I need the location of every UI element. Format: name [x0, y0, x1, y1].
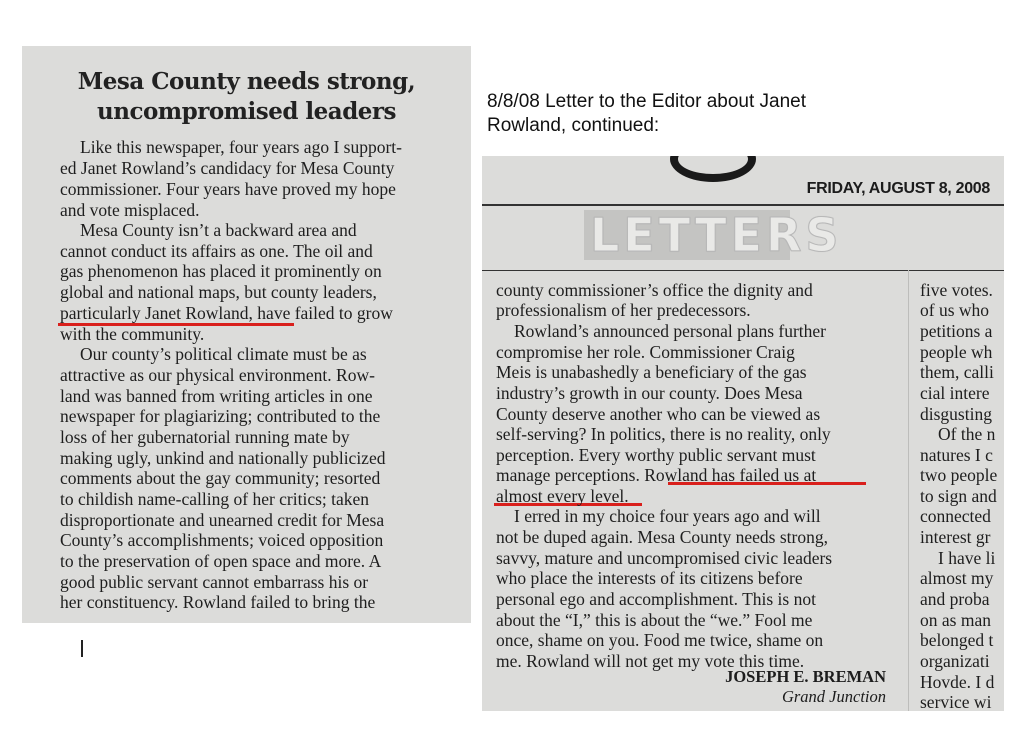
- letter-line: Mesa County isn’t a backward area and: [80, 220, 357, 240]
- letter-line: county commissioner’s office the dignity and: [496, 280, 813, 300]
- letter-line: cannot conduct its affairs as one. The oil and: [60, 241, 373, 261]
- section-title: LETTERS: [590, 208, 843, 262]
- letter-line: comments about the gay community; resorted: [60, 468, 381, 488]
- letter-line: almost every level.: [496, 486, 629, 506]
- letter-line: commissioner. Four years have proved my hope: [60, 179, 396, 199]
- caption-line-1: 8/8/08 Letter to the Editor about Janet: [487, 91, 807, 112]
- letter-line: disproportionate and unearned credit for Mesa: [60, 510, 385, 530]
- headline-line-2: uncompromised leaders: [97, 98, 396, 125]
- page-caption: [487, 90, 806, 138]
- side-column-line: and proba: [920, 589, 990, 609]
- side-column-line: service wi: [920, 692, 992, 711]
- text-cursor: [81, 640, 83, 657]
- letter-line: Our county’s political climate must be as: [80, 344, 367, 364]
- side-column-line: organizati: [920, 651, 990, 671]
- side-column-line: belonged t: [920, 630, 994, 650]
- letter-line: industry’s growth in our county. Does Mesa: [496, 383, 803, 403]
- headline-line-1: Mesa County needs strong,: [77, 68, 416, 95]
- letter-line: newspaper for plagiarizing; contributed to the: [60, 406, 381, 426]
- issue-date: FRIDAY, AUGUST 8, 2008: [806, 180, 990, 197]
- side-column-line: natures I c: [920, 445, 993, 465]
- side-column-line: interest gr: [920, 527, 991, 547]
- letter-line: global and national maps, but county leaders,: [60, 282, 377, 302]
- letter-line: particularly Janet Rowland, have failed to grow: [60, 303, 393, 323]
- top-rule: [482, 204, 1004, 206]
- side-column-line: people wh: [920, 342, 993, 362]
- letter-line: with the community.: [60, 324, 205, 344]
- caption-line-2: Rowland, continued:: [487, 115, 660, 136]
- letter-line: manage perceptions. Rowland has failed us at: [496, 465, 817, 485]
- letter-line: who place the interests of its citizens before: [496, 568, 803, 588]
- side-column-line: I have li: [938, 548, 996, 568]
- letter-line: me. Rowland will not get my vote this time.: [496, 651, 805, 671]
- letter-line: to childish name-calling of her critics; taken: [60, 489, 370, 509]
- letter-line: her constituency. Rowland failed to bring the: [60, 592, 376, 612]
- newspaper-clipping-part-1: [22, 46, 471, 623]
- letter-line: Meis is unabashedly a beneficiary of the gas: [496, 362, 807, 382]
- letter-line: to the preservation of open space and more. A: [60, 551, 382, 571]
- side-column-line: cial intere: [920, 383, 990, 403]
- letter-line: and vote misplaced.: [60, 200, 200, 220]
- letter-line: professionalism of her predecessors.: [496, 300, 751, 320]
- letter-line: making ugly, unkind and nationally publicized: [60, 448, 386, 468]
- letter-line: compromise her role. Commissioner Craig: [496, 342, 795, 362]
- letter-line: perception. Every worthy public servant must: [496, 445, 816, 465]
- side-column-line: them, calli: [920, 362, 994, 382]
- column-divider: [908, 270, 909, 711]
- letter-line: ed Janet Rowland’s candidacy for Mesa County: [60, 158, 395, 178]
- letter-line: savvy, mature and uncompromised civic leaders: [496, 548, 833, 568]
- letter-line: gas phenomenon has placed it prominently on: [60, 261, 382, 281]
- letter-line: loss of her gubernatorial running mate by: [60, 427, 350, 447]
- banner-rule: [482, 270, 1004, 271]
- letter-line: self-serving? In politics, there is no reality, only: [496, 424, 831, 444]
- signature-place: Grand Junction: [781, 687, 886, 706]
- letter-line: personal ego and accomplishment. This is not: [496, 589, 816, 609]
- side-column-line: to sign and: [920, 486, 997, 506]
- newspaper-clipping-part-2: [482, 156, 1004, 711]
- letter-line: not be duped again. Mesa County needs strong,: [496, 527, 828, 547]
- letter-line: land was banned from writing articles in one: [60, 386, 373, 406]
- signature-name: JOSEPH E. BREMAN: [725, 667, 886, 686]
- masthead-fragment: [670, 156, 756, 182]
- letter-line: I erred in my choice four years ago and will: [514, 506, 821, 526]
- side-column-line: on as man: [920, 610, 991, 630]
- side-column-line: five votes.: [920, 280, 993, 300]
- side-column-line: almost my: [920, 568, 994, 588]
- letter-line: attractive as our physical environment. Row-: [60, 365, 375, 385]
- letter-line: County deserve another who can be viewed as: [496, 404, 821, 424]
- side-column-line: Of the n: [938, 424, 996, 444]
- side-column-line: petitions a: [920, 321, 993, 341]
- side-column-line: disgusting: [920, 404, 992, 424]
- side-column-line: two people: [920, 465, 998, 485]
- letter-line: Rowland’s announced personal plans further: [514, 321, 827, 341]
- letter-line: about the “I,” this is about the “we.” Fool me: [496, 610, 813, 630]
- side-column-line: connected: [920, 506, 991, 526]
- side-column-line: of us who: [920, 300, 990, 320]
- letter-line: Like this newspaper, four years ago I support-: [80, 137, 402, 157]
- letter-line: good public servant cannot embarrass his or: [60, 572, 369, 592]
- side-column-line: Hovde. I d: [920, 672, 995, 692]
- letter-line: once, shame on you. Food me twice, shame on: [496, 630, 824, 650]
- letter-line: County’s accomplishments; voiced opposition: [60, 530, 384, 550]
